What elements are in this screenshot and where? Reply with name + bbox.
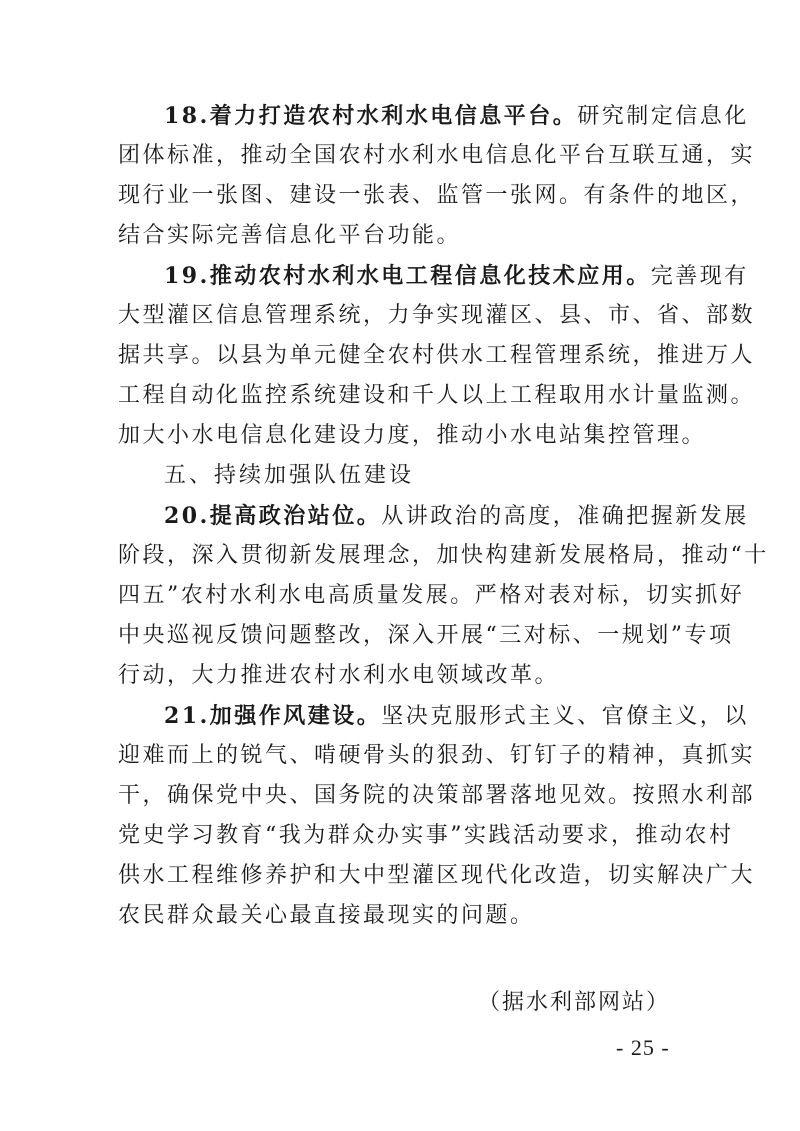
paragraph-20-line: 行动，大力推进农村水利水电领域改革。 <box>118 663 560 688</box>
paragraph-18-line-1 <box>118 96 749 136</box>
paragraph-20-line: 阶段，深入贯彻新发展理念，加快构建新发展格局，推动“十 <box>118 543 769 568</box>
paragraph-18-text: 研究制定信息化 <box>577 104 749 129</box>
paragraph-19-line: 加大小水电信息化建设力度，推动小水电站集控管理。 <box>118 423 707 448</box>
paragraph-19-line: 据共享。以县为单元健全农村供水工程管理系统，推进万人 <box>118 343 756 368</box>
paragraph-21-line: 供水工程维修养护和大中型灌区现代化改造，切实解决广大 <box>118 863 756 888</box>
paragraph-21-line: 迎难而上的锐气、啃硬骨头的狠劲、钉钉子的精神，真抓实 <box>118 743 756 768</box>
paragraph-21-line: 党史学习教育“我为群众办实事”实践活动要求，推动农村 <box>118 823 734 848</box>
paragraph-20-line: 四五”农村水利水电高质量发展。严格对表对标，切实抓好 <box>118 583 745 608</box>
paragraph-18-line: 结合实际完善信息化平台功能。 <box>118 223 462 248</box>
paragraph-21-text: 坚决克服形式主义、官僚主义，以 <box>381 704 749 729</box>
page-number: - 25 - <box>616 1035 670 1060</box>
source-attribution: （据水利部网站） <box>478 990 671 1015</box>
paragraph-21-line: 农民群众最关心最直接最现实的问题。 <box>118 903 535 928</box>
paragraph-21-title: 21.加强作风建设。 <box>164 703 382 729</box>
paragraph-20-title: 20.提高政治站位。 <box>164 503 382 529</box>
paragraph-19-line: 大型灌区信息管理系统，力争实现灌区、县、市、省、部数 <box>118 303 756 328</box>
paragraph-19-line-1 <box>118 256 749 296</box>
paragraph-20-text: 从讲政治的高度，准确把握新发展 <box>381 504 749 529</box>
document-body <box>118 96 769 936</box>
paragraph-20-line: 中央巡视反馈问题整改，深入开展“三对标、一规划”专项 <box>118 623 734 648</box>
paragraph-18-line: 团体标准，推动全国农村水利水电信息化平台互联互通，实 <box>118 143 756 168</box>
paragraph-19-text: 完善现有 <box>650 264 749 289</box>
paragraph-19-line: 工程自动化监控系统建设和千人以上工程取用水计量监测。 <box>118 383 756 408</box>
paragraph-21-line-1 <box>118 696 749 736</box>
section-heading: 五、持续加强队伍建设 <box>164 463 415 488</box>
paragraph-18-title: 18.着力打造农村水利水电信息平台。 <box>164 103 578 129</box>
paragraph-19-title: 19.推动农村水利水电工程信息化技术应用。 <box>164 263 651 289</box>
paragraph-18-line: 现行业一张图、建设一张表、监管一张网。有条件的地区， <box>118 183 756 208</box>
paragraph-20-line-1 <box>118 496 749 536</box>
paragraph-21-line: 干，确保党中央、国务院的决策部署落地见效。按照水利部 <box>118 783 756 808</box>
